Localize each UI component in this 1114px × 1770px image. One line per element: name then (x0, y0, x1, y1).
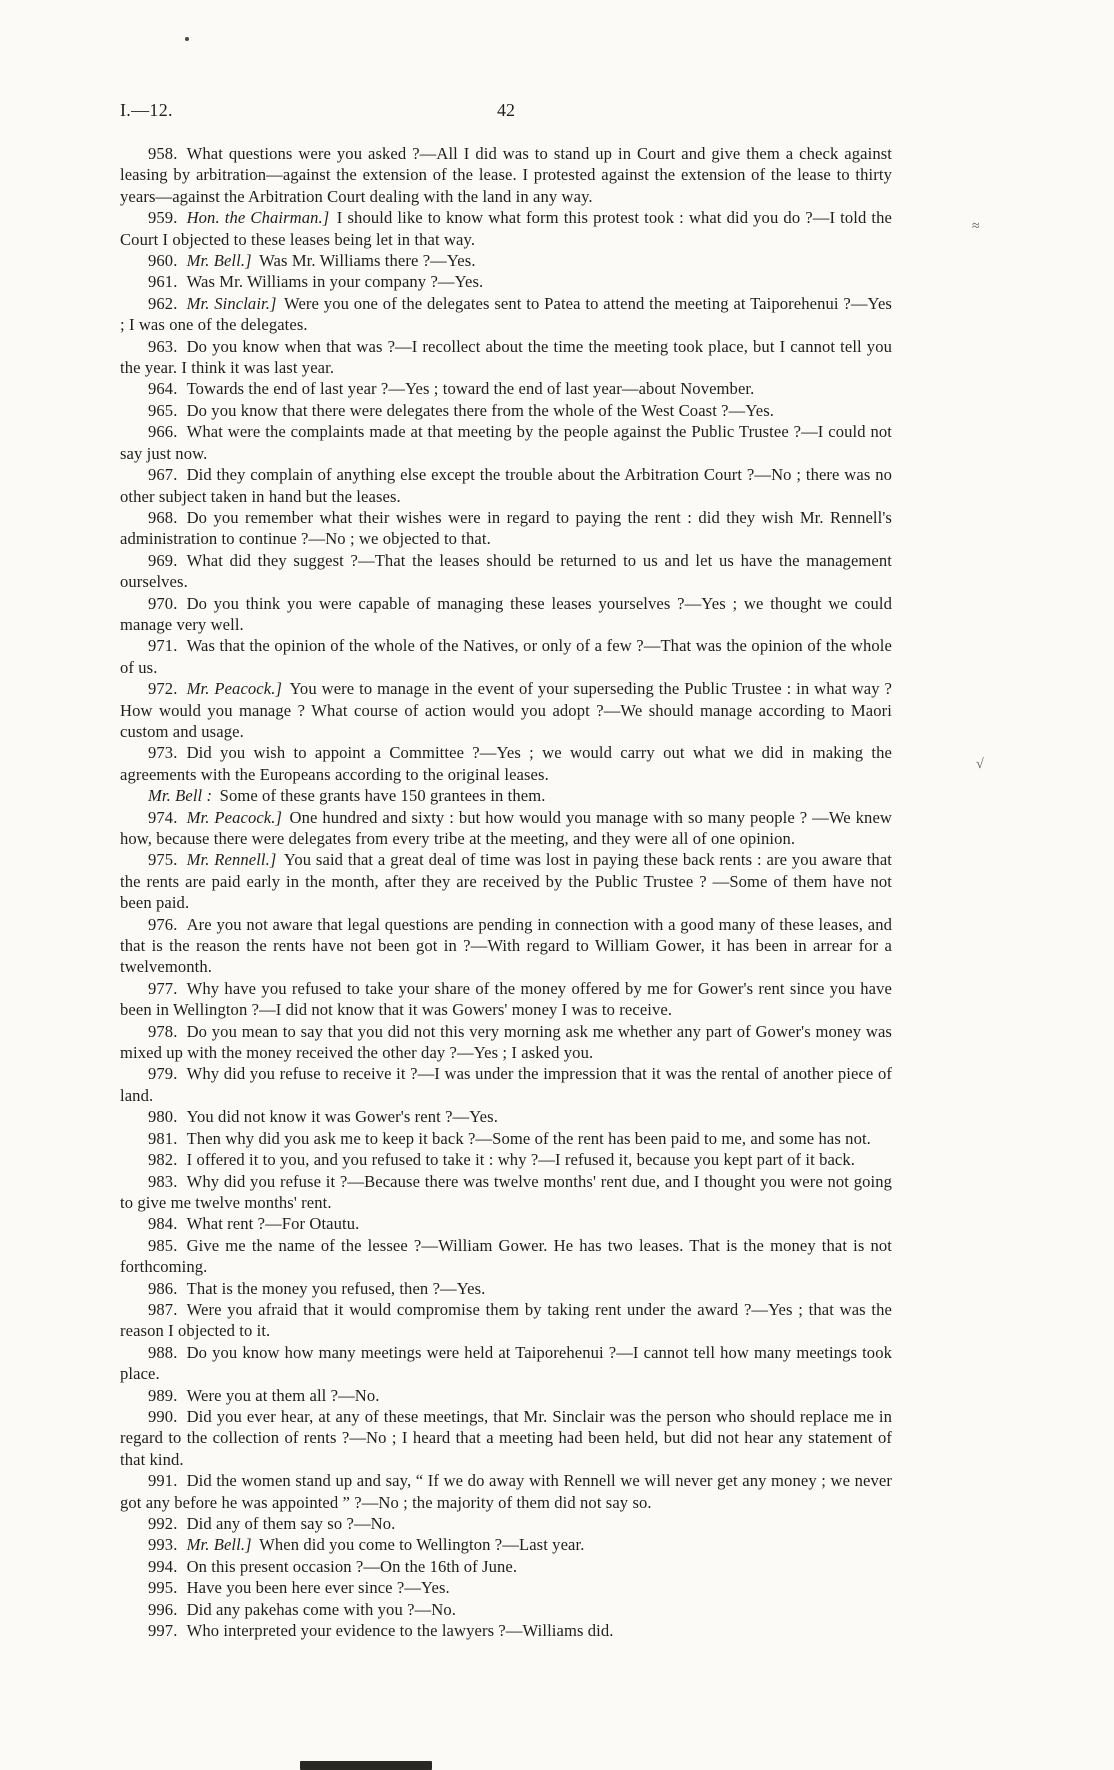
scan-speck (185, 37, 189, 41)
paragraph (120, 1235, 892, 1278)
paragraph (120, 143, 892, 207)
question-number: 975. (148, 850, 178, 870)
question-number: 996. (148, 1599, 178, 1619)
paragraph-text: Do you know when that was ?—I recollect about the time the meeting took place, but I cannot tell you the year. I think it was last year. (120, 336, 892, 378)
question-number: 991. (148, 1471, 178, 1491)
paragraph-text: Was that the opinion of the whole of the Natives, or only of a few ?—That was the opinion of the whole of us. (120, 636, 892, 677)
question-number: 961. (148, 272, 178, 292)
paragraph (120, 849, 892, 913)
question-number: 988. (148, 1342, 178, 1362)
paragraph-text: You were to manage in the event of your superseding the Public Trustee : in what way ? How would you manage ? What course of action would you adopt ?—We should manage according to Maori custom and usage. (120, 679, 892, 741)
question-number: 989. (148, 1385, 178, 1405)
paragraph-text: Did any pakehas come with you ?—No. (186, 1599, 456, 1619)
paragraph-text: Why did you refuse it ?—Because there was twelve months' rent due, and I thought you were not going to give me twelve months' rent. (120, 1171, 892, 1212)
question-number: 992. (148, 1514, 178, 1533)
paragraph-text: Did any of them say so ?—No. (186, 1514, 396, 1533)
paragraph-text: Was Mr. Williams in your company ?—Yes. (186, 272, 484, 292)
paragraph (120, 293, 892, 336)
question-number: 963. (148, 336, 178, 356)
paragraph-text: Was Mr. Williams there ?—Yes. (259, 251, 476, 271)
paragraph-text: What rent ?—For Otautu. (186, 1214, 360, 1234)
paragraph-text: Are you not aware that legal questions are pending in connection with a good many of these leases, and that is the reason the rents have not been got in ?—With regard to William Gower, it has been in arrear for a twelvemonth. (120, 914, 892, 977)
paragraph (120, 1021, 892, 1064)
paragraph-text: Do you know that there were delegates there from the whole of the West Coast ?—Yes. (186, 400, 775, 420)
paragraph (120, 400, 892, 421)
question-number: 965. (148, 400, 178, 420)
question-number: 980. (148, 1107, 178, 1127)
question-number: 966. (148, 422, 178, 442)
paragraph-text: What did they suggest ?—That the leases should be returned to us and let us have the management ourselves. (120, 550, 892, 592)
question-number: 979. (148, 1064, 178, 1084)
header-page-number: 42 (497, 100, 515, 120)
paragraph (120, 1620, 892, 1641)
paragraph (120, 550, 892, 593)
question-number: 983. (148, 1171, 178, 1191)
paragraph-text: Why did you refuse to receive it ?—I was under the impression that it was the rental of another piece of land. (120, 1064, 892, 1105)
paragraph-text: What questions were you asked ?—All I did was to stand up in Court and give them a check against leasing by arbitration—against the extension of the lease. I protested against the extension of the lease to thirty years—against the Arbitration Court dealing with the land in any way. (120, 144, 892, 206)
paragraph (120, 421, 892, 464)
paragraph (120, 1385, 892, 1406)
question-number: 982. (148, 1150, 178, 1170)
speaker-name: Mr. Bell : (148, 786, 213, 806)
paragraph-text: Who interpreted your evidence to the lawyers ?—Williams did. (186, 1621, 614, 1641)
paragraph-text: I should like to know what form this protest took : what did you do ?—I told the Court I objected to these leases being let in that way. (120, 208, 892, 249)
transcript (120, 143, 892, 1641)
paragraph (120, 507, 892, 550)
question-number: 987. (148, 1299, 178, 1319)
paragraph-text: Do you know how many meetings were held at Taiporehenui ?—I cannot tell how many meetings took place. (120, 1342, 892, 1384)
paragraph-text: Some of these grants have 150 grantees in them. (219, 786, 546, 806)
question-number: 969. (148, 550, 178, 570)
paragraph (120, 1128, 892, 1149)
paragraph (120, 1063, 892, 1106)
paragraph (120, 250, 892, 271)
question-number: 981. (148, 1128, 178, 1148)
speaker-name: Mr. Bell.] (186, 1535, 252, 1555)
margin-mark: √ (976, 757, 984, 772)
paragraph (120, 593, 892, 636)
speaker-name: Hon. the Chairman.] (186, 208, 330, 228)
paragraph-text: Then why did you ask me to keep it back ?—Some of the rent has been paid to me, and some has not. (186, 1128, 871, 1148)
question-number: 970. (148, 593, 178, 613)
paragraph (120, 1278, 892, 1299)
paragraph (120, 207, 892, 250)
page-header (120, 100, 892, 124)
question-number: 993. (148, 1535, 178, 1555)
paragraph (120, 336, 892, 379)
question-number: 973. (148, 743, 178, 763)
paragraph (120, 1213, 892, 1234)
question-number: 967. (148, 465, 178, 485)
paragraph (120, 1513, 892, 1534)
paragraph-text: I offered it to you, and you refused to take it : why ?—I refused it, because you kept part of it back. (186, 1150, 856, 1170)
question-number: 958. (148, 144, 178, 163)
paragraph-text: When did you come to Wellington ?—Last year. (259, 1535, 585, 1555)
question-number: 977. (148, 978, 178, 998)
paragraph-text: Give me the name of the lessee ?—William Gower. He has two leases. That is the money that is not forthcoming. (120, 1235, 892, 1277)
question-number: 990. (148, 1406, 178, 1426)
paragraph-text: Did you wish to appoint a Committee ?—Yes ; we would carry out what we did in making the agreements with the Europeans according to the original leases. (120, 743, 892, 784)
speaker-name: Mr. Sinclair.] (186, 293, 277, 313)
paragraph-text: One hundred and sixty : but how would you manage with so many people ? —We knew how, because there were delegates from every tribe at the meeting, and they were all of one opinion. (120, 807, 892, 848)
paragraph (120, 1406, 892, 1470)
speaker-name: Mr. Rennell.] (186, 850, 277, 870)
paragraph-text: Were you one of the delegates sent to Patea to attend the meeting at Taiporehenui ?—Yes ; I was one of the delegates. (120, 293, 892, 335)
paragraph (120, 464, 892, 507)
paragraph-text: Did you ever hear, at any of these meetings, that Mr. Sinclair was the person who should replace me in regard to the collection of rents ?—No ; I heard that a meeting had been held, but did not hear any statement of that kind. (120, 1406, 892, 1469)
paragraph-text: Why have you refused to take your share of the money offered by me for Gower's rent since you have been in Wellington ?—I did not know that it was Gowers' money I was to receive. (120, 978, 892, 1020)
question-number: 995. (148, 1578, 178, 1598)
paragraph (120, 1299, 892, 1342)
paragraph (120, 978, 892, 1021)
paragraph-text: That is the money you refused, then ?—Yes. (186, 1278, 486, 1298)
paragraph-text: Were you afraid that it would compromise them by taking rent under the award ?—Yes ; that was the reason I objected to it. (120, 1299, 892, 1341)
speaker-name: Mr. Peacock.] (186, 679, 283, 699)
question-number: 976. (148, 914, 178, 934)
paragraph (120, 1534, 892, 1555)
question-number: 974. (148, 807, 178, 827)
paragraph-text: Were you at them all ?—No. (186, 1385, 380, 1405)
speaker-name: Mr. Peacock.] (186, 807, 283, 827)
question-number: 997. (148, 1621, 178, 1641)
paragraph-text: Do you think you were capable of managing these leases yourselves ?—Yes ; we thought we could manage very well. (120, 593, 892, 634)
paragraph (120, 1149, 892, 1170)
paragraph (120, 742, 892, 785)
question-number: 972. (148, 679, 178, 699)
paragraph-text: You said that a great deal of time was lost in paying these back rents : are you aware that the rents are paid early in the month, after they are received by the Public Trustee ? —Some of them have not been paid. (120, 850, 892, 913)
paragraph (120, 635, 892, 678)
question-number: 994. (148, 1556, 178, 1576)
question-number: 964. (148, 379, 178, 399)
paragraph-text: Did they complain of anything else except the trouble about the Arbitration Court ?—No ; there was no other subject taken in hand but the leases. (120, 465, 892, 506)
header-section-number: I.—12. (120, 100, 173, 120)
question-number: 978. (148, 1021, 178, 1041)
question-number: 968. (148, 507, 178, 527)
question-number: 984. (148, 1214, 178, 1234)
question-number: 959. (148, 208, 178, 228)
question-number: 960. (148, 251, 178, 271)
paragraph (120, 1106, 892, 1127)
paragraph (120, 1556, 892, 1577)
question-number: 986. (148, 1278, 178, 1298)
paragraph (120, 1470, 892, 1513)
paragraph (120, 1342, 892, 1385)
paragraph-text: You did not know it was Gower's rent ?—Yes. (186, 1107, 498, 1127)
scan-artifact (300, 1761, 432, 1770)
paragraph (120, 271, 892, 292)
paragraph-text: Do you mean to say that you did not this very morning ask me whether any part of Gower's money was mixed up with the money received the other day ?—Yes ; I asked you. (120, 1021, 892, 1063)
paragraph (120, 1599, 892, 1620)
margin-mark: ≈ (972, 219, 980, 234)
paragraph-text: Towards the end of last year ?—Yes ; toward the end of last year—about November. (186, 379, 755, 399)
paragraph (120, 807, 892, 850)
paragraph (120, 785, 892, 806)
paragraph (120, 914, 892, 978)
paragraph (120, 1577, 892, 1598)
paragraph-text: Did the women stand up and say, “ If we do away with Rennell we will never get any money ; we never got any before he was appointed ” ?—No ; the majority of them did not say so. (120, 1471, 892, 1512)
paragraph-text: What were the complaints made at that meeting by the people against the Public Trustee ?—I could not say just now. (120, 422, 892, 463)
paragraph (120, 678, 892, 742)
paragraph-text: On this present occasion ?—On the 16th of June. (186, 1556, 518, 1576)
paragraph (120, 378, 892, 399)
question-number: 985. (148, 1235, 178, 1255)
question-number: 971. (148, 636, 178, 656)
paragraph-text: Have you been here ever since ?—Yes. (186, 1578, 450, 1598)
question-number: 962. (148, 293, 178, 313)
paragraph-text: Do you remember what their wishes were in regard to paying the rent : did they wish Mr. Rennell's administration to continue ?—No ; we objected to that. (120, 507, 892, 549)
speaker-name: Mr. Bell.] (186, 251, 252, 271)
paragraph (120, 1171, 892, 1214)
